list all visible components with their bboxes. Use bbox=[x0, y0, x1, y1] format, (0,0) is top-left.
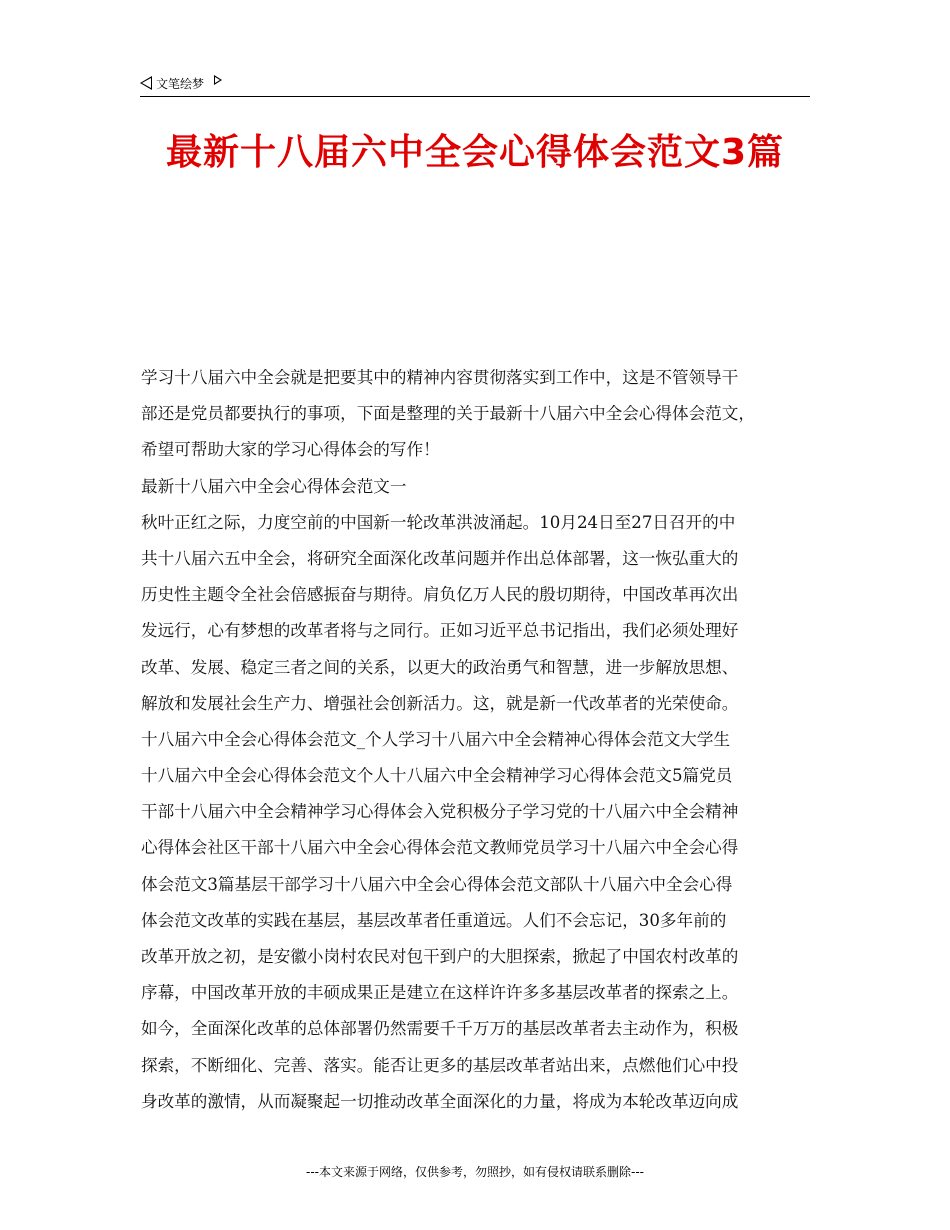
body-line: 共十八届六五中全会，将研究全面深化改革问题并作出总体部署，这一恢弘重大的 bbox=[141, 548, 739, 568]
document-title: 最新十八届六中全会心得体会范文3篇 bbox=[165, 132, 785, 173]
page-header bbox=[140, 74, 810, 97]
body-line: 解放和发展社会生产力、增强社会创新活力。这，就是新一代改革者的光荣使命。 bbox=[141, 693, 739, 713]
body-line: 改革、发展、稳定三者之间的关系，以更大的政治勇气和智慧，进一步解放思想、 bbox=[141, 657, 739, 677]
body-line: 体会范文改革的实践在基层，基层改革者任重道远。人们不会忘记，30多年前的 bbox=[141, 910, 727, 930]
body-line: 十八届六中全会心得体会范文个人十八届六中全会精神学习心得体会范文5篇党员 bbox=[141, 766, 733, 786]
brand bbox=[140, 74, 222, 92]
body-line: 十八届六中全会心得体会范文_个人学习十八届六中全会精神心得体会范文大学生 bbox=[141, 729, 731, 749]
body-line: 历史性主题令全社会倍感振奋与期待。肩负亿万人民的殷切期待，中国改革再次出 bbox=[141, 585, 739, 605]
body-line: 干部十八届六中全会精神学习心得体会入党积极分子学习党的十八届六中全会精神 bbox=[141, 802, 739, 822]
body-line: 部还是党员都要执行的事项，下面是整理的关于最新十八届六中全会心得体会范文， bbox=[141, 404, 755, 424]
body-line: 希望可帮助大家的学习心得体会的写作！ bbox=[141, 440, 440, 460]
right-triangle-icon bbox=[214, 75, 222, 85]
body-line: 身改革的激情，从而凝聚起一切推动改革全面深化的力量，将成为本轮改革迈向成 bbox=[141, 1091, 739, 1111]
body-line: 如今，全面深化改革的总体部署仍然需要千千万万的基层改革者去主动作为，积极 bbox=[141, 1019, 739, 1039]
body-line: 发远行，心有梦想的改革者将与之同行。正如习近平总书记指出，我们必须处理好 bbox=[141, 621, 739, 641]
body-line: 心得体会社区干部十八届六中全会心得体会范文教师党员学习十八届六中全会心得 bbox=[141, 838, 739, 858]
body-line: 改革开放之初，是安徽小岗村农民对包干到户的大胆探索，掀起了中国农村改革的 bbox=[141, 947, 739, 966]
body-line: 序幕，中国改革开放的丰硕成果正是建立在这样许许多多基层改革者的探索之上。 bbox=[141, 983, 739, 1003]
document-body bbox=[141, 360, 815, 1120]
body-line: 体会范文3篇基层干部学习十八届六中全会心得体会范文部队十八届六中全会心得 bbox=[141, 874, 733, 894]
footer-disclaimer: ---本文来源于网络，仅供参考，勿照抄，如有侵权请联系删除--- bbox=[306, 1165, 644, 1179]
brand-name: 文笔绘梦 bbox=[156, 76, 205, 91]
body-line: 秋叶正红之际，力度空前的中国新一轮改革洪波涌起。10月24日至27日召开的中 bbox=[141, 512, 736, 532]
body-line: 学习十八届六中全会就是把要其中的精神内容贯彻落实到工作中，这是不管领导干 bbox=[141, 368, 739, 387]
left-triangle-icon bbox=[140, 76, 152, 90]
section-heading: 最新十八届六中全会心得体会范文一 bbox=[141, 476, 407, 496]
body-line: 探索，不断细化、完善、落实。能否让更多的基层改革者站出来，点燃他们心中投 bbox=[141, 1055, 739, 1075]
